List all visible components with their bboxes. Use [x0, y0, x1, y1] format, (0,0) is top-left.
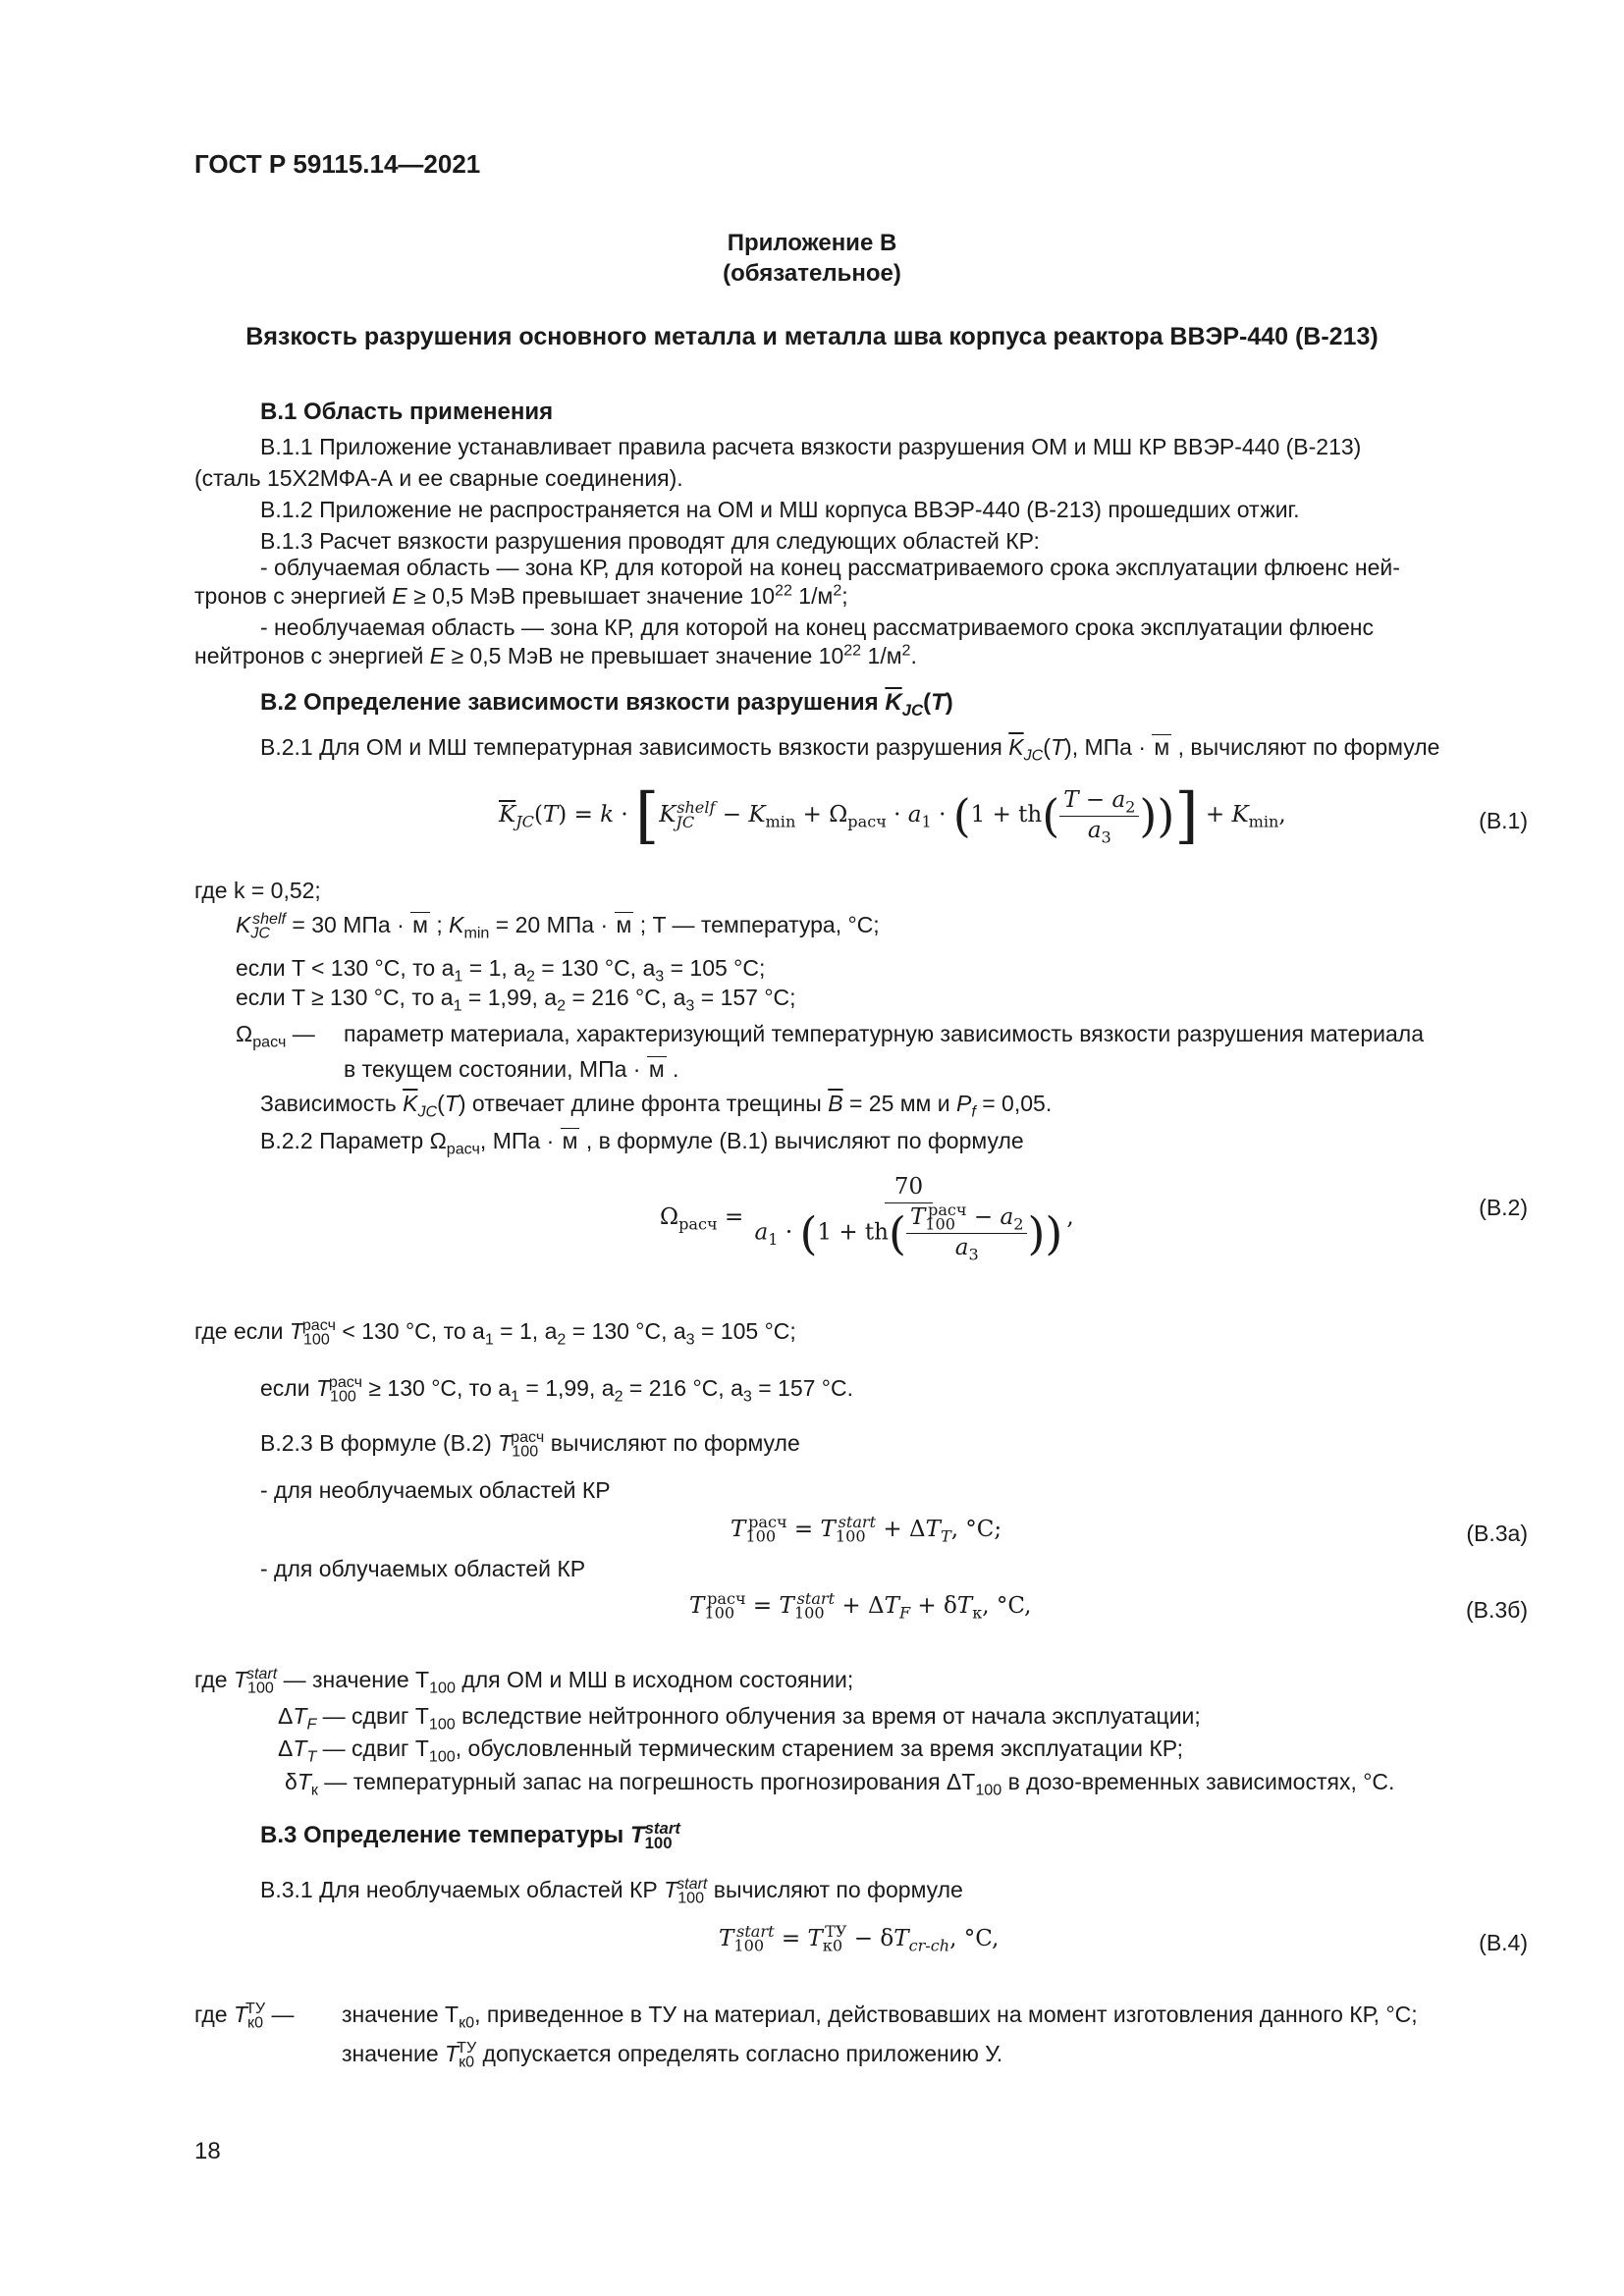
exponent: 2 [901, 641, 911, 660]
irradiated-label: - для облучаемых областей КР [260, 1556, 586, 1581]
text: = 30 МПа · [286, 912, 411, 937]
appendix-status: (обязательное) [723, 260, 901, 287]
text: ; T — температура, °С; [633, 912, 880, 937]
equation-b4: $T_{100}^{start} = T_{к0}^{ТУ} - \delta T_{cr-ch}$, °C, [719, 1922, 1000, 1955]
text: ≥ 0,5 МэВ превышает значение 10 [406, 583, 776, 609]
where-k: где k = 0,52; [194, 878, 321, 903]
text: В.2.1 Для ОМ и МШ температурная зависимость вязкости разрушения [260, 734, 1009, 760]
text: где [194, 2002, 234, 2027]
omega-symbol: $\Omega_{расч}$ — [236, 1021, 315, 1051]
where-condition-1: где если $T_{100}^{расч} < 130$ °С, то $a_1 = 1$, $a_2 = 130$ °С, $a_3 = 105$ °С; [194, 1316, 796, 1349]
paragraph-nonirradiated-line2 [194, 642, 917, 671]
text: вычисляют по формуле [544, 1430, 800, 1456]
def-tk0-description: значение $T_{к0}$, приведенное в ТУ на материал, действовавших на момент изготовления данного КР, °С; значение $T_{к0}^{ТУ}$ допускается определять согласно приложению У. [342, 2002, 1418, 2071]
exponent: 22 [775, 581, 792, 600]
text: если T < 130 °С, то a [236, 955, 455, 981]
text: < 130 °С, то a [336, 1318, 485, 1344]
def-delta-tk: $\delta T_к$ — температурный запас на погрешность прогнозирования $\Delta T_{100}$ в дозо-временных зависимостях, °С. [285, 1769, 1395, 1799]
document-header: ГОСТ Р 59115.14—2021 [194, 149, 481, 179]
text: отвечает длине фронта трещины [465, 1091, 829, 1116]
text: — температурный запас на погрешность прогнозирования ΔT [317, 1769, 976, 1794]
sqrt-m: м [1154, 734, 1170, 760]
section-heading-b2: В.2 Определение зависимости вязкости разрушения $\overline{K}_{JC}(T)$ [260, 689, 953, 720]
paragraph-b11-line1: В.1.1 Приложение устанавливает правила расчета вязкости разрушения ОМ и МШ КР ВВЭР-440 (В-213) [260, 434, 1362, 459]
text: . [910, 643, 917, 668]
text: В.2.2 Параметр [260, 1128, 430, 1153]
text: В.3.1 Для необлучаемых областей КР [260, 1877, 665, 1902]
text: 1/м [861, 643, 902, 668]
section-heading-b3: В.3 Определение температуры $T_{100}^{start}$ [260, 1819, 680, 1852]
text: , МПа · [1071, 734, 1153, 760]
text: значение T [342, 2002, 460, 2027]
def-tk0-symbol: где $T_{к0}^{ТУ}$ — [194, 2000, 295, 2032]
def-t100start: где $T_{100}^{start}$ — значение $T_{100}$ для ОМ и МШ в исходном состоянии; [194, 1665, 854, 1697]
paragraph-b21: В.2.1 Для ОМ и МШ температурная зависимость вязкости разрушения $\overline{K}_{JC}(T)$, МПа · м , вычисляют по формуле [260, 734, 1440, 765]
paragraph-b31: В.3.1 Для необлучаемых областей КР $T_{100}^{start}$ вычисляют по формуле [260, 1875, 963, 1907]
text: в текущем состоянии, МПа · [344, 1055, 647, 1082]
equation-number-b4: (В.4) [1479, 1930, 1528, 1955]
paragraph-irradiated-line1: - облучаемая область — зона КР, для которой на конец рассматриваемого срока эксплуатации флюенс ней- [260, 555, 1400, 580]
def-delta-tf: $\Delta T_F$ — сдвиг $T_{100}$ вследствие нейтронного облучения за время от начала эксплуатации; [278, 1703, 1201, 1734]
equation-number-b1: (В.1) [1479, 808, 1528, 833]
where-condition-2: если $T_{100}^{расч} \ge 130$ °С, то $a_1 = 1,99$, $a_2 = 216$ °С, $a_3 = 157$ °С. [260, 1373, 854, 1406]
exponent: 22 [843, 641, 862, 660]
exponent: 2 [833, 581, 842, 600]
condition-1: если T < 130 °С, то $a_1 = 1$, $a_2 = 130$ °С, $a_3 = 105$ °С; [236, 955, 766, 986]
text: для ОМ и МШ в исходном состоянии; [455, 1667, 854, 1692]
paragraph-b11 [194, 433, 1528, 462]
text: = 130 °С, a [534, 955, 656, 981]
text: В.2.3 В формуле (В.2) [260, 1430, 499, 1456]
text: , обусловленный термическим старением за время эксплуатации КР; [455, 1735, 1183, 1761]
paragraph-b12: В.1.2 Приложение не распространяется на ОМ и МШ корпуса ВВЭР-440 (В-213) прошедших отжиг. [260, 497, 1300, 522]
text: значение [342, 2040, 446, 2066]
equation-b3a: $T_{100}^{расч} = T_{100}^{start} + \Delta T_T$, °C; [731, 1513, 1002, 1546]
text: если [260, 1375, 316, 1401]
omega-description: параметр материала, характеризующий температурную зависимость вязкости разрушения материала в текущем состоянии, МПа · м . [344, 1020, 1528, 1085]
text: вычисляют по формуле [707, 1877, 963, 1902]
paragraph-irradiated-line2 [194, 582, 848, 612]
text: допускается определять согласно приложению У. [476, 2040, 1003, 2066]
condition-2: если T ≥ 130 °С, то $a_1 = 1,99$, $a_2 = 216$ °С, $a_3 = 157$ °С; [236, 985, 796, 1015]
equation-number-b2: (В.2) [1479, 1195, 1528, 1220]
equation-b1: $\overline{K}_{JC}(T) = k \cdot [K_{JC}^{shelf} - K_{min} + \Omega_{расч} \cdot a_1 \cdot (1 + th$( $\frac{T - a_2}{a_3}$ ))] + $K_{min}$, [499, 779, 1286, 851]
text: где если [194, 1318, 290, 1344]
text: в дозо-временных зависимостях, °С. [1001, 1769, 1395, 1794]
text: = 20 МПа · [489, 912, 615, 937]
text: В.3 Определение температуры [260, 1822, 630, 1848]
equation-b3b: $T_{100}^{расч} = T_{100}^{start} + \Delta T_F + \delta T_к$, °C, [689, 1589, 1032, 1623]
text: , приведенное в ТУ на материал, действовавших на момент изготовления данного КР, °С; [474, 2002, 1418, 2027]
text: = 157 °С. [751, 1375, 854, 1401]
text: — [286, 1021, 315, 1046]
text: = 1,99, a [461, 985, 558, 1010]
math-var: E [429, 643, 446, 668]
text: нейтронов с энергией [194, 643, 430, 668]
text: = 105 °С; [664, 955, 766, 981]
math-var: E [392, 583, 407, 609]
text: ≥ 130 °С, то a [362, 1375, 512, 1401]
text: если T ≥ 130 °С, то a [236, 985, 454, 1010]
kshelf-definition: $K_{JC}^{shelf} = 30$ МПа · м ; $K_{min} = 20$ МПа · м ; T — температура, °С; [236, 910, 880, 942]
text: = 216 °С, a [623, 1375, 743, 1401]
equation-b2: $\Omega_{расч}$ = 70 $a_1 \cdot (1 + th$( $\frac{T_{100}^{расч} - a_2}{a_3}$ )) , [660, 1174, 1074, 1264]
text: = 25 мм и [842, 1091, 957, 1116]
text: , вычисляют по формуле [1171, 734, 1440, 760]
text: — [265, 2002, 295, 2027]
text: 1/м [791, 583, 834, 609]
text: ; [841, 583, 848, 609]
text: — сдвиг T [316, 1703, 429, 1729]
section-heading-b1: В.1 Область применения [260, 399, 554, 425]
omega-desc-line1: параметр материала, характеризующий температурную зависимость вязкости разрушения материала [344, 1021, 1424, 1046]
paragraph-b23: В.2.3 В формуле (В.2) $T_{100}^{расч}$ вычисляют по формуле [260, 1428, 800, 1461]
text: = 105 °С; [694, 1318, 796, 1344]
text: = 0,05. [975, 1091, 1053, 1116]
text: вследствие нейтронного облучения за время от начала эксплуатации; [455, 1703, 1201, 1729]
text: — сдвиг T [316, 1735, 429, 1761]
dependence-note: Зависимость $\overline{K}_{JC}(T)$ отвечает длине фронта трещины $\overline{B} = 25$ мм и $P_f = 0,05$. [260, 1091, 1053, 1121]
paragraph-b11-cont: (сталь 15Х2МФА-А и ее сварные соединения). [194, 465, 683, 491]
text: — значение T [277, 1667, 430, 1692]
text: = 130 °С, a [566, 1318, 686, 1344]
text: ≥ 0,5 МэВ не превышает значение 10 [445, 643, 844, 668]
equation-number-b3a: (В.3а) [1466, 1521, 1528, 1546]
text: Зависимость [260, 1091, 404, 1116]
text: где [194, 1667, 234, 1692]
text: = 1,99, a [519, 1375, 615, 1401]
def-delta-tt: $\Delta T_T$ — сдвиг $T_{100}$, обусловленный термическим старением за время эксплуатации КР; [278, 1735, 1183, 1766]
text: тронов с энергией [194, 583, 393, 609]
paragraph-b22: В.2.2 Параметр $\Omega_{расч}$, МПа · м , в формуле (В.1) вычисляют по формуле [260, 1128, 1024, 1158]
text: = 1, a [493, 1318, 558, 1344]
text: = 157 °С; [694, 985, 796, 1010]
nonirradiated-label: - для необлучаемых областей КР [260, 1477, 611, 1503]
paragraph-nonirradiated-line1: - необлучаемая область — зона КР, для которой на конец рассматриваемого срока эксплуатации флюенс [260, 614, 1374, 640]
text: = 1, a [462, 955, 526, 981]
text: , МПа · [479, 1128, 561, 1153]
text: В.2 Определение зависимости вязкости разрушения [260, 689, 886, 716]
text: , в формуле (В.1) вычисляют по формуле [579, 1128, 1024, 1153]
appendix-label: Приложение В [727, 230, 897, 256]
text: = 216 °С, a [566, 985, 686, 1010]
paragraph-b13: В.1.3 Расчет вязкости разрушения проводят для следующих областей КР: [260, 528, 1040, 554]
fraction-numerator: 70 [885, 1173, 933, 1203]
kjc-symbol: $\overline{K}$ [885, 689, 902, 716]
appendix-title: Вязкость разрушения основного металла и металла шва корпуса реактора ВВЭР-440 (В-213) [245, 323, 1379, 350]
page-number: 18 [194, 2138, 221, 2164]
equation-number-b3b: (В.3б) [1465, 1597, 1528, 1623]
